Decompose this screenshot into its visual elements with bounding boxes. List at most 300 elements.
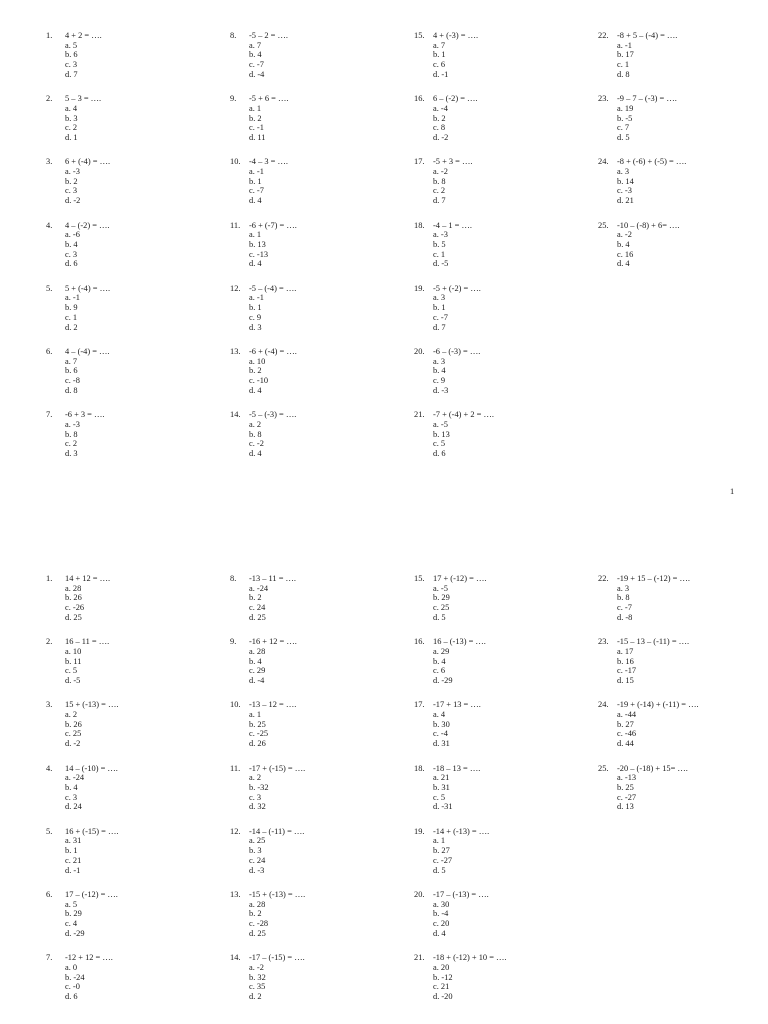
- answer-option: d. 2: [65, 322, 78, 332]
- answer-option: c. 4: [65, 919, 78, 929]
- question-text: -6 + (-7) = ….: [249, 220, 297, 230]
- question-text: -5 + 6 = ….: [249, 94, 289, 104]
- question-item: [414, 284, 584, 347]
- question-number: 21.: [414, 953, 425, 963]
- answer-option: b. 2: [249, 909, 262, 919]
- question-number: 4.: [46, 220, 53, 230]
- question-item: [414, 700, 584, 763]
- answer-option: b. -32: [249, 782, 269, 792]
- answer-options: [46, 584, 216, 623]
- answer-option: d. 6: [433, 448, 446, 458]
- question-line: [230, 31, 400, 41]
- answer-option: a. 1: [249, 710, 262, 720]
- question-line: [230, 347, 400, 357]
- question-number: 14.: [230, 953, 241, 963]
- answer-options: [414, 41, 584, 80]
- question-item: [46, 574, 216, 637]
- question-column: [46, 574, 216, 1016]
- answer-option: b. 4: [249, 656, 262, 666]
- question-line: [598, 221, 768, 231]
- answer-option: a. 7: [249, 40, 262, 50]
- question-number: 22.: [598, 31, 609, 40]
- question-item: [46, 284, 216, 347]
- question-item: [46, 827, 216, 890]
- answer-option: c. -17: [617, 666, 637, 676]
- question-text: -5 – (-4) = ….: [249, 283, 297, 293]
- answer-option: a. 0: [65, 962, 78, 972]
- answer-option: c. -13: [249, 249, 269, 259]
- answer-option: b. 9: [65, 303, 78, 313]
- question-line: [46, 890, 216, 900]
- answer-option: d. 4: [617, 259, 630, 269]
- question-number: 11.: [230, 763, 241, 773]
- answer-option: b. 3: [249, 846, 262, 856]
- answer-option: a. 3: [433, 293, 446, 303]
- answer-option: a. 5: [65, 40, 78, 50]
- page-number: 1: [730, 487, 735, 496]
- answer-option: b. 4: [433, 656, 446, 666]
- answer-options: [414, 167, 584, 206]
- question-column: [46, 31, 216, 473]
- answer-options: [414, 710, 584, 749]
- question-text: -12 + 12 = ….: [65, 953, 113, 963]
- question-item: [598, 94, 768, 157]
- answer-options: [230, 293, 400, 332]
- answer-option: b. 31: [433, 782, 450, 792]
- answer-option: c. 3: [65, 249, 78, 259]
- answer-option: d. 25: [249, 612, 266, 622]
- question-number: 13.: [230, 889, 241, 899]
- answer-option: a. -3: [433, 230, 448, 240]
- answer-option: a. -3: [65, 419, 80, 429]
- answer-options: [46, 773, 216, 812]
- question-item: [598, 31, 768, 94]
- answer-option: c. 6: [433, 666, 446, 676]
- answer-options: [230, 773, 400, 812]
- answer-options: [598, 710, 768, 749]
- question-item: [230, 827, 400, 890]
- answer-option: a. -1: [249, 293, 264, 303]
- answer-option: c. -10: [249, 376, 269, 386]
- question-line: [414, 31, 584, 41]
- answer-option: a. -44: [617, 710, 637, 720]
- answer-option: c. 3: [65, 792, 78, 802]
- question-text: -4 – 1 = ….: [433, 220, 472, 230]
- answer-option: a. 3: [617, 167, 630, 177]
- answer-option: c. 1: [617, 60, 630, 70]
- answer-options: [230, 647, 400, 686]
- answer-option: c. -7: [249, 60, 264, 70]
- answer-option: b. 25: [249, 719, 266, 729]
- answer-options: [598, 773, 768, 812]
- answer-options: [46, 293, 216, 332]
- question-text: -17 + (-15) = ….: [249, 763, 306, 773]
- question-line: [414, 410, 584, 420]
- answer-option: b. 4: [249, 50, 262, 60]
- answer-option: c. 1: [433, 249, 446, 259]
- answer-option: b. 8: [65, 429, 78, 439]
- question-line: [230, 410, 400, 420]
- answer-options: [230, 420, 400, 459]
- answer-option: c. 7: [617, 123, 630, 133]
- answer-option: d. -29: [433, 676, 453, 685]
- question-number: 14.: [230, 410, 241, 420]
- answer-option: a. 1: [433, 836, 446, 846]
- question-item: [46, 347, 216, 410]
- question-number: 16.: [414, 637, 425, 647]
- question-text: -17 + 13 = ….: [433, 700, 481, 710]
- question-line: [230, 700, 400, 710]
- answer-option: c. -2: [249, 439, 264, 449]
- question-item: [230, 347, 400, 410]
- question-item: [230, 890, 400, 953]
- answer-option: c. 2: [65, 439, 78, 449]
- question-line: [230, 221, 400, 231]
- answer-option: a. 20: [433, 962, 450, 972]
- answer-option: c. 25: [433, 603, 450, 613]
- question-text: -9 – 7 – (-3) = ….: [617, 94, 677, 104]
- answer-option: a. 4: [65, 103, 78, 113]
- question-number: 11.: [230, 220, 241, 230]
- answer-option: a. 7: [65, 356, 78, 366]
- question-text: -16 + 12 = ….: [249, 637, 297, 647]
- answer-option: a. 2: [249, 419, 262, 429]
- answer-option: b. 11: [65, 656, 82, 666]
- answer-option: a. 28: [249, 899, 266, 909]
- question-text: -8 + (-6) + (-5) = ….: [617, 157, 687, 167]
- question-item: [230, 157, 400, 220]
- answer-options: [46, 230, 216, 269]
- answer-option: d. 4: [433, 928, 446, 938]
- question-number: 17.: [414, 700, 425, 710]
- question-text: -5 – 2 = ….: [249, 31, 288, 40]
- answer-options: [46, 167, 216, 206]
- answer-option: c. -46: [617, 729, 637, 739]
- answer-options: [414, 357, 584, 396]
- question-item: [598, 157, 768, 220]
- question-line: [598, 94, 768, 104]
- question-item: [414, 764, 584, 827]
- question-line: [46, 410, 216, 420]
- answer-option: a. -5: [433, 583, 448, 593]
- answer-option: c. -0: [65, 982, 80, 992]
- answer-options: [598, 584, 768, 623]
- question-text: -13 – 12 = ….: [249, 700, 297, 710]
- answer-options: [230, 900, 400, 939]
- answer-option: a. -6: [65, 230, 80, 240]
- answer-option: a. 19: [617, 103, 634, 113]
- question-text: 5 – 3 = ….: [65, 94, 102, 104]
- question-line: [598, 700, 768, 710]
- answer-option: a. -24: [65, 773, 85, 783]
- question-line: [414, 94, 584, 104]
- question-number: 1.: [46, 574, 53, 583]
- question-text: -10 – (-8) + 6= ….: [617, 220, 680, 230]
- question-item: [46, 637, 216, 700]
- question-line: [230, 284, 400, 294]
- answer-options: [230, 710, 400, 749]
- question-line: [46, 31, 216, 41]
- question-item: [230, 953, 400, 1016]
- question-text: 16 – 11 = ….: [65, 637, 110, 647]
- question-text: -6 + (-4) = ….: [249, 346, 297, 356]
- answer-option: c. 21: [65, 855, 82, 865]
- question-number: 17.: [414, 157, 425, 167]
- answer-options: [414, 230, 584, 269]
- answer-options: [46, 710, 216, 749]
- question-number: 8.: [230, 31, 237, 40]
- answer-option: d. 7: [65, 69, 78, 79]
- answer-option: b. 14: [617, 176, 634, 186]
- answer-option: b. 4: [65, 782, 78, 792]
- question-line: [414, 157, 584, 167]
- answer-option: b. 1: [249, 303, 262, 313]
- answer-option: d. -1: [65, 865, 81, 875]
- question-item: [230, 284, 400, 347]
- question-text: 4 + 2 = ….: [65, 31, 102, 40]
- question-number: 10.: [230, 700, 241, 710]
- answer-option: b. 17: [617, 50, 634, 60]
- question-text: -14 + (-13) = ….: [433, 826, 490, 836]
- question-item: [414, 157, 584, 220]
- question-column: [414, 574, 584, 1016]
- answer-option: b. 26: [65, 593, 82, 603]
- answer-option: b. 13: [433, 429, 450, 439]
- answer-option: c. -4: [433, 729, 448, 739]
- question-item: [46, 700, 216, 763]
- question-number: 5.: [46, 826, 53, 836]
- answer-options: [230, 584, 400, 623]
- answer-option: a. 28: [65, 583, 82, 593]
- question-text: -14 – (-11) = ….: [249, 826, 305, 836]
- question-text: -8 + 5 – (-4) = ….: [617, 31, 678, 40]
- question-text: 6 – (-2) = ….: [433, 94, 478, 104]
- answer-option: c. 6: [433, 60, 446, 70]
- question-text: -17 – (-13) = ….: [433, 889, 489, 899]
- answer-option: c. -7: [433, 312, 448, 322]
- answer-option: d. 21: [617, 196, 634, 206]
- answer-option: d. 1: [65, 133, 78, 142]
- answer-options: [46, 900, 216, 939]
- question-column: [414, 31, 584, 473]
- answer-option: c. -1: [249, 123, 264, 133]
- question-line: [230, 637, 400, 647]
- answer-option: c. -28: [249, 919, 269, 929]
- answer-option: d. 6: [65, 991, 78, 1001]
- question-number: 25.: [598, 763, 609, 773]
- question-number: 12.: [230, 283, 241, 293]
- answer-option: b. 2: [249, 366, 262, 376]
- question-text: -6 – (-3) = ….: [433, 346, 481, 356]
- answer-options: [230, 41, 400, 80]
- answer-option: d. -3: [433, 385, 449, 395]
- answer-options: [414, 584, 584, 623]
- answer-option: c. 29: [249, 666, 266, 676]
- question-text: -18 – 13 = ….: [433, 763, 481, 773]
- question-item: [598, 700, 768, 763]
- question-item: [414, 410, 584, 473]
- question-text: 4 – (-2) = ….: [65, 220, 110, 230]
- answer-options: [230, 167, 400, 206]
- answer-options: [46, 836, 216, 875]
- question-text: 17 + (-12) = ….: [433, 574, 487, 583]
- question-line: [414, 637, 584, 647]
- question-line: [414, 284, 584, 294]
- question-number: 20.: [414, 889, 425, 899]
- answer-option: d. -31: [433, 802, 453, 812]
- answer-option: a. 7: [433, 40, 446, 50]
- question-line: [414, 890, 584, 900]
- answer-option: d. -2: [65, 739, 81, 749]
- answer-options: [598, 647, 768, 686]
- question-number: 9.: [230, 94, 237, 104]
- question-item: [46, 31, 216, 94]
- answer-option: c. -27: [433, 855, 453, 865]
- answer-options: [414, 104, 584, 143]
- answer-option: c. 3: [65, 186, 78, 196]
- answer-option: a. 25: [249, 836, 266, 846]
- answer-option: a. 2: [249, 773, 262, 783]
- answer-options: [46, 647, 216, 686]
- answer-option: d. 25: [65, 612, 82, 622]
- answer-option: b. 29: [65, 909, 82, 919]
- question-number: 19.: [414, 283, 425, 293]
- answer-option: d. 7: [433, 322, 446, 332]
- answer-option: a. 21: [433, 773, 450, 783]
- question-text: -19 + 15 – (-12) = ….: [617, 574, 690, 583]
- answer-options: [414, 420, 584, 459]
- question-text: -5 – (-3) = ….: [249, 410, 297, 420]
- question-number: 6.: [46, 346, 53, 356]
- question-number: 3.: [46, 700, 53, 710]
- answer-option: d. -2: [65, 196, 81, 206]
- answer-option: a. -2: [433, 167, 448, 177]
- answer-option: d. -5: [65, 676, 81, 685]
- answer-option: a. 10: [65, 646, 82, 656]
- answer-option: a. -2: [617, 230, 632, 240]
- answer-option: d. 4: [249, 448, 262, 458]
- question-item: [598, 637, 768, 700]
- question-line: [414, 827, 584, 837]
- answer-option: d. 5: [617, 133, 630, 142]
- answer-option: a. 1: [249, 103, 262, 113]
- question-item: [230, 31, 400, 94]
- answer-option: c. -26: [65, 603, 85, 613]
- answer-option: c. -3: [617, 186, 632, 196]
- answer-option: b. 16: [617, 656, 634, 666]
- answer-option: a. -2: [249, 962, 264, 972]
- question-line: [46, 764, 216, 774]
- question-number: 15.: [414, 31, 425, 40]
- answer-option: a. 2: [65, 710, 78, 720]
- answer-option: a. 10: [249, 356, 266, 366]
- answer-option: d. 6: [65, 259, 78, 269]
- answer-option: d. 11: [249, 133, 266, 142]
- question-line: [230, 953, 400, 963]
- question-number: 24.: [598, 700, 609, 710]
- question-line: [230, 94, 400, 104]
- question-item: [46, 94, 216, 157]
- question-line: [598, 31, 768, 41]
- question-text: -17 – (-15) = ….: [249, 953, 305, 963]
- answer-option: a. 4: [433, 710, 446, 720]
- question-text: -5 + (-2) = ….: [433, 283, 481, 293]
- question-item: [46, 953, 216, 1016]
- answer-options: [230, 230, 400, 269]
- question-text: -20 – (-18) + 15= ….: [617, 763, 688, 773]
- question-number: 25.: [598, 220, 609, 230]
- answer-option: d. -4: [249, 676, 265, 685]
- answer-option: b. 2: [65, 176, 78, 186]
- question-item: [230, 764, 400, 827]
- answer-option: b. 1: [249, 176, 262, 186]
- answer-option: b. -5: [617, 113, 633, 123]
- question-text: 5 + (-4) = ….: [65, 283, 111, 293]
- answer-option: d. 8: [617, 69, 630, 79]
- question-text: 6 + (-4) = ….: [65, 157, 111, 167]
- question-text: 14 – (-10) = ….: [65, 763, 118, 773]
- question-number: 23.: [598, 637, 609, 647]
- question-item: [230, 637, 400, 700]
- question-line: [414, 221, 584, 231]
- question-item: [598, 574, 768, 637]
- answer-options: [598, 41, 768, 80]
- question-line: [46, 94, 216, 104]
- question-number: 18.: [414, 763, 425, 773]
- question-number: 20.: [414, 346, 425, 356]
- question-line: [46, 953, 216, 963]
- question-text: -7 + (-4) + 2 = ….: [433, 410, 494, 420]
- question-line: [46, 637, 216, 647]
- answer-option: d. 15: [617, 676, 634, 685]
- question-line: [598, 574, 768, 584]
- answer-option: b. 2: [249, 113, 262, 123]
- question-item: [230, 700, 400, 763]
- question-item: [46, 221, 216, 284]
- answer-option: b. 13: [249, 239, 266, 249]
- answer-option: b. -24: [65, 972, 85, 982]
- answer-option: c. 9: [249, 312, 262, 322]
- answer-option: d. 3: [65, 448, 78, 458]
- question-text: 15 + (-13) = ….: [65, 700, 119, 710]
- answer-option: c. 1: [65, 312, 78, 322]
- question-line: [46, 700, 216, 710]
- question-text: -19 + (-14) + (-11) = ….: [617, 700, 699, 710]
- question-line: [598, 764, 768, 774]
- answer-option: d. 5: [433, 865, 446, 875]
- answer-option: b. 8: [249, 429, 262, 439]
- answer-options: [230, 963, 400, 1002]
- answer-option: a. 29: [433, 646, 450, 656]
- question-number: 6.: [46, 889, 53, 899]
- answer-option: b. 4: [433, 366, 446, 376]
- answer-options: [414, 900, 584, 939]
- answer-option: b. 26: [65, 719, 82, 729]
- question-item: [414, 890, 584, 953]
- answer-option: b. 8: [433, 176, 446, 186]
- answer-options: [598, 230, 768, 269]
- answer-option: c. 3: [65, 60, 78, 70]
- answer-options: [46, 104, 216, 143]
- answer-options: [230, 836, 400, 875]
- question-number: 9.: [230, 637, 237, 647]
- question-item: [46, 890, 216, 953]
- answer-option: b. 1: [433, 303, 446, 313]
- answer-option: a. -1: [617, 40, 632, 50]
- answer-option: a. 5: [65, 899, 78, 909]
- question-text: 4 + (-3) = ….: [433, 31, 479, 40]
- question-item: [414, 574, 584, 637]
